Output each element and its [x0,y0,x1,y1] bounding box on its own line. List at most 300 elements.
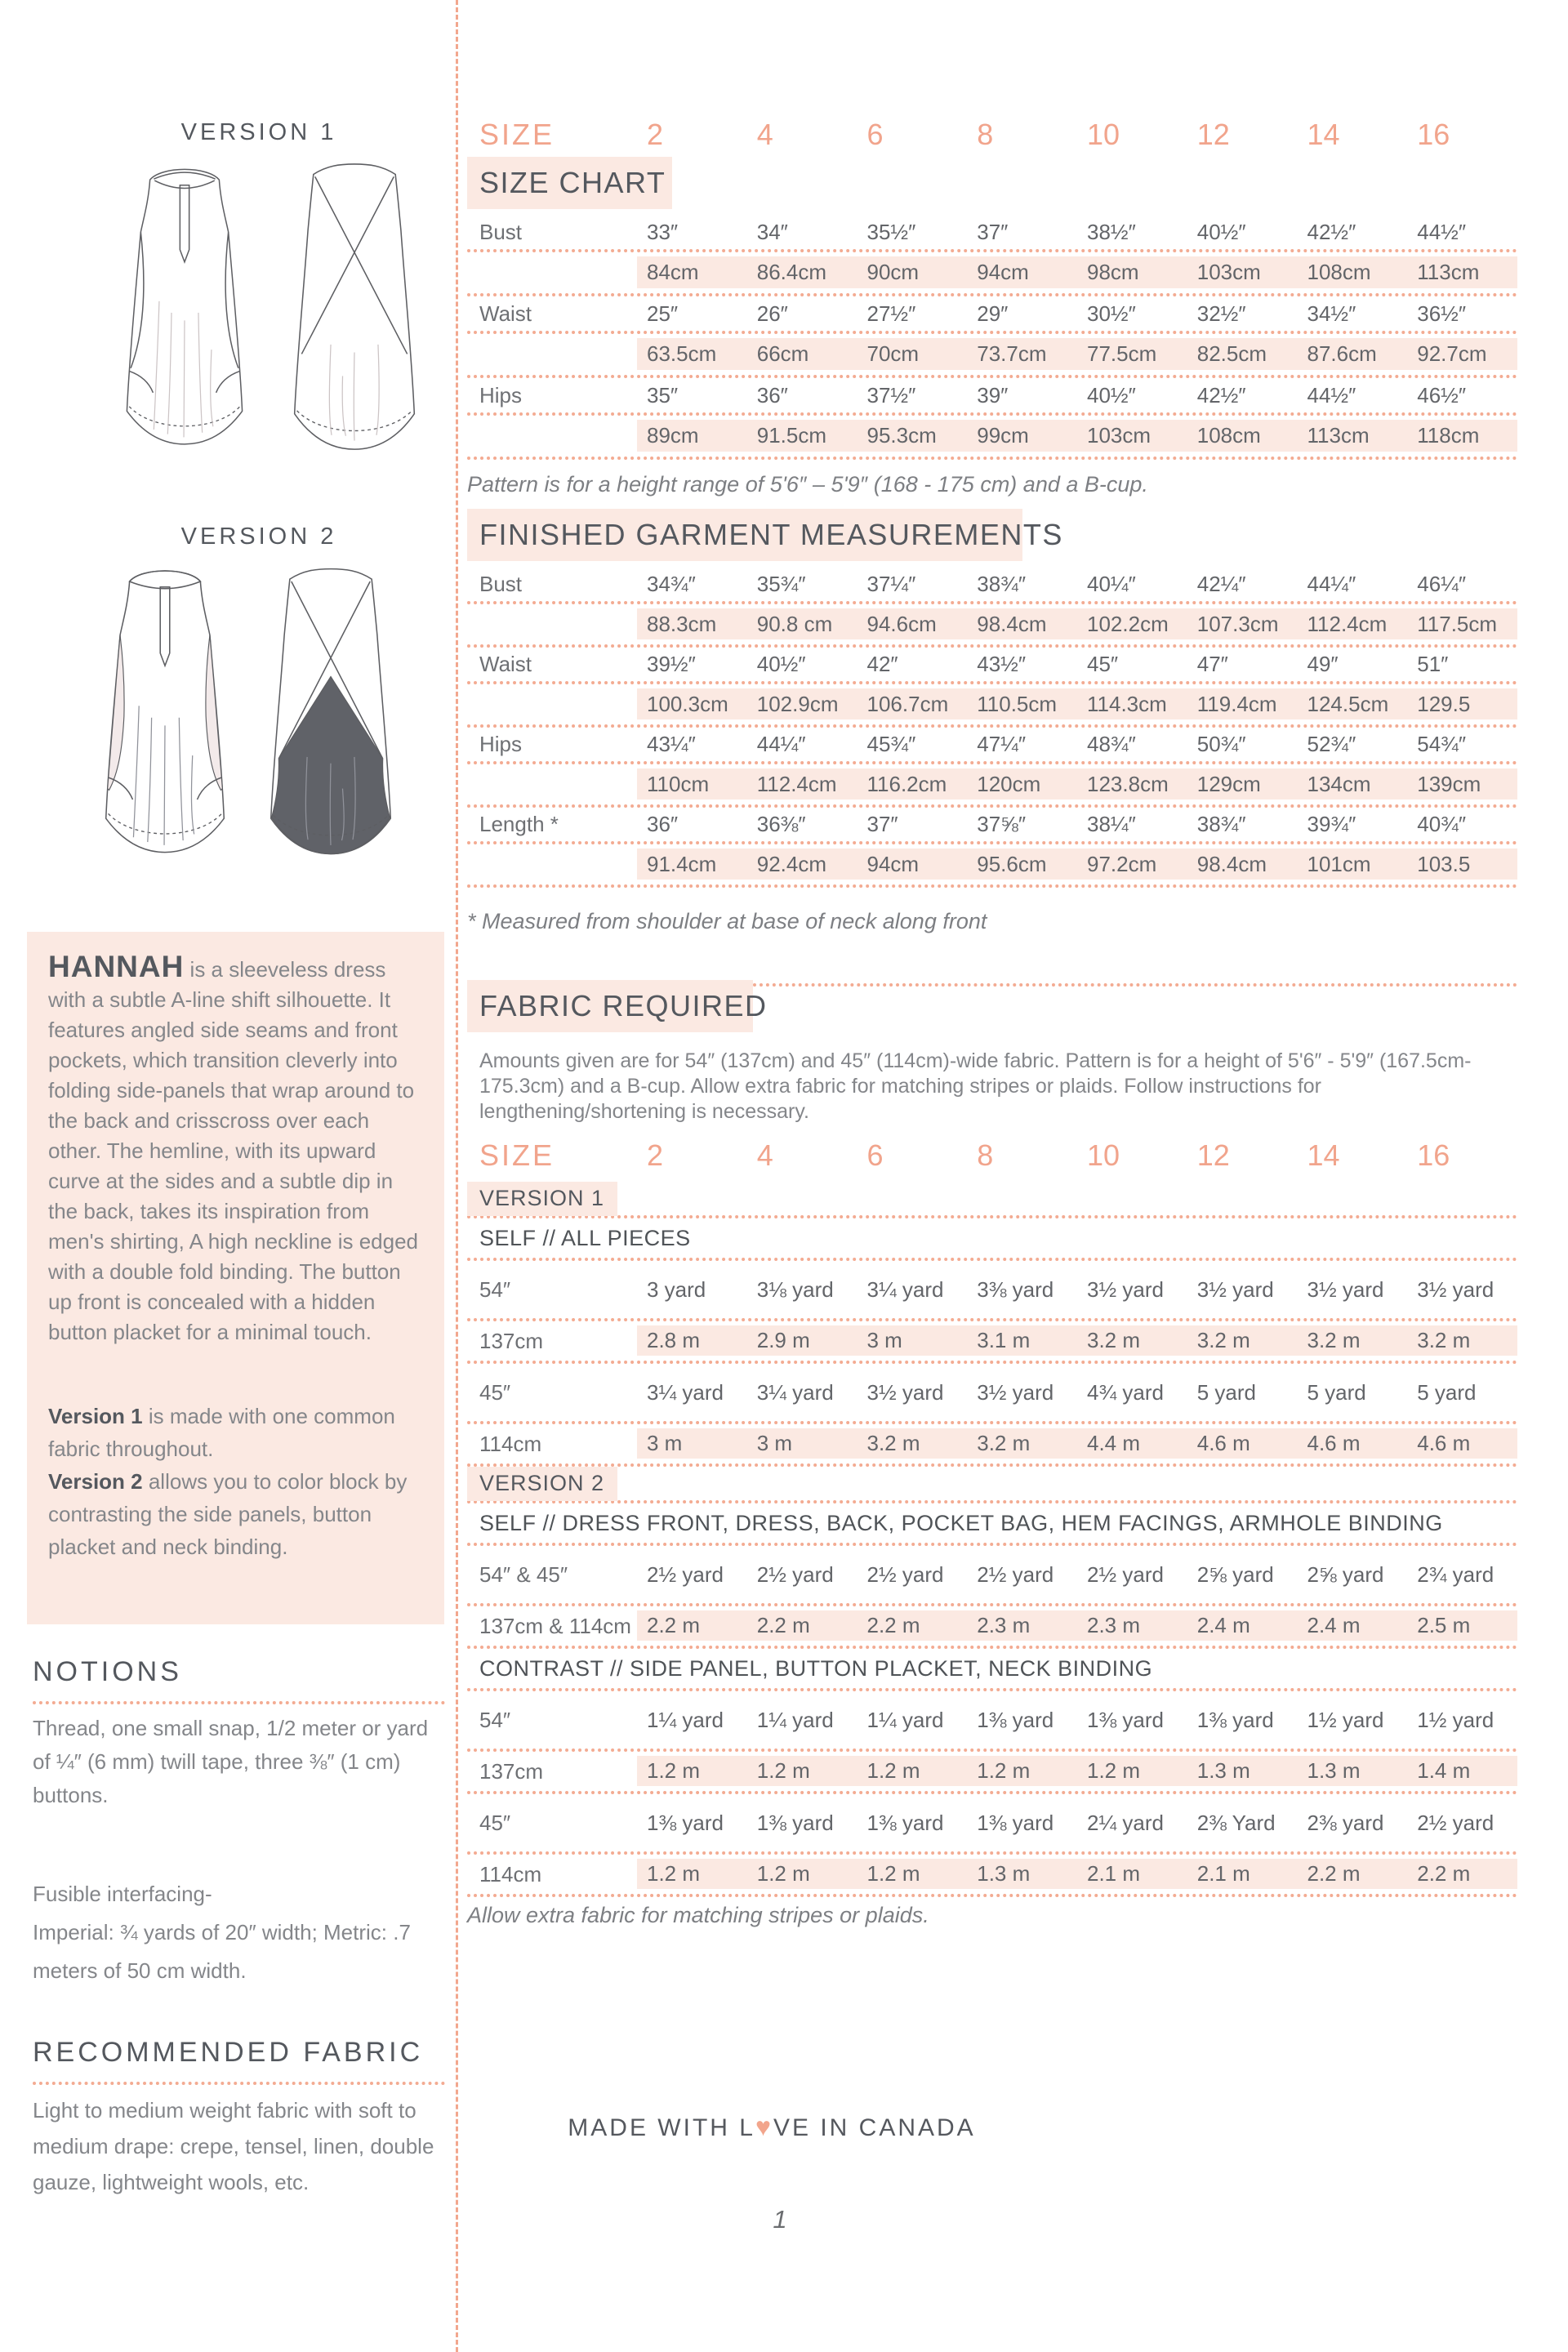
row-label: 137cm [479,1758,544,1784]
table-cell: 34″ [756,219,788,244]
table-row [467,1261,1517,1321]
row-label: 45″ [479,1810,511,1835]
table-cell: 3 m [647,1431,683,1455]
table-row [467,1424,1517,1467]
row-label: Bust [479,572,523,596]
table-cell: 4 [756,1138,773,1172]
table-cell: 129cm [1196,771,1261,796]
table-row [467,1752,1517,1794]
table-cell: 40½″ [1196,219,1246,244]
table-cell: 43¼″ [647,732,696,756]
table-cell: 139cm [1417,771,1481,796]
fabric-required-note: Allow extra fabric for matching stripes or plaids. [467,1903,929,1927]
table-cell: 42¼″ [1196,572,1246,596]
row-values [637,1794,1517,1851]
table-cell: 2.4 m [1307,1613,1361,1637]
row-values [637,688,1517,719]
version2-contrast-table [467,1691,1517,1897]
table-cell: 2.4 m [1196,1613,1250,1637]
table-cell: 1½ yard [1417,1707,1494,1732]
table-cell: 2.5 m [1417,1613,1471,1637]
row-label: Hips [479,382,523,408]
table-cell: 94.6cm [866,611,937,636]
table-cell: 10 [1087,1138,1120,1172]
table-cell: 14 [1307,1138,1340,1172]
row-values [637,849,1517,880]
table-cell: 123.8cm [1087,771,1169,796]
table-cell: 44½″ [1307,382,1356,408]
finished-garment-heading: FINISHED GARMENT MEASUREMENTS [467,509,1022,561]
table-cell: 2½ yard [977,1561,1054,1587]
fabric-required-intro: Amounts given are for 54″ (137cm) and 45″ (114cm)-wide fabric. Pattern is for a height of 5'6″ - 5'9″ (167.5cm-175.3cm) and a B-cup. Allow extra fabric for matching stripes or plaids. Follow instructions for lengthening/shortening is necessary. [479,1049,1472,1123]
table-cell: 14 [1307,118,1340,151]
table-cell: 43½″ [977,652,1027,676]
version2-self-heading: SELF // DRESS FRONT, DRESS, BACK, POCKET BAG, HEM FACINGS, ARMHOLE BINDING [467,1503,1517,1546]
row-values [637,1859,1517,1889]
finished-garment-table [467,568,1517,888]
row-label [467,416,637,457]
table-cell: 103cm [1196,260,1261,284]
table-cell: 88.3cm [647,611,717,636]
table-cell: 2½ yard [1087,1561,1164,1587]
table-cell: 2.3 m [1087,1613,1141,1637]
table-cell: 94cm [977,260,1029,284]
row-label: 137cm & 114cm [479,1613,631,1638]
table-cell: 107.3cm [1196,611,1279,636]
table-cell: 113cm [1417,260,1480,284]
table-cell: 1.2 m [647,1758,701,1783]
table-cell: 6 [866,1138,884,1172]
table-cell: 44¼″ [1307,572,1356,596]
table-cell: 1⅜ yard [756,1810,834,1835]
row-label: 114cm [479,1431,542,1456]
table-cell: 40¼″ [1087,572,1136,596]
table-row [467,1364,1517,1424]
row-label [467,252,637,293]
table-cell: 2.1 m [1196,1861,1250,1886]
row-values [637,296,1517,331]
table-cell: 3½ yard [1196,1276,1274,1302]
table-cell: 54¾″ [1417,732,1467,756]
row-label [467,844,637,884]
table-cell: 5 yard [1196,1379,1257,1405]
table-cell: 1⅜ yard [977,1707,1054,1732]
table-row [467,728,1517,764]
table-cell: 117.5cm [1417,611,1498,636]
table-cell: 25″ [647,301,679,326]
row-values [637,1546,1517,1603]
table-cell: 4¾ yard [1087,1379,1164,1405]
version1-illustration-label: VERSION 1 [180,119,337,145]
row-values [637,338,1517,370]
table-cell: 87.6cm [1307,341,1377,366]
version1-table-label: VERSION 1 [467,1182,617,1216]
fabric-required-dotted-rule [753,983,1517,987]
table-cell: 39″ [977,382,1009,408]
row-values [637,420,1517,452]
table-cell: 1.4 m [1417,1758,1471,1783]
row-label [467,334,637,375]
fabric-size-header-values [637,1138,1517,1173]
row-label: 137cm [479,1328,544,1353]
table-cell: 4.6 m [1307,1431,1361,1455]
row-label: Length * [479,812,559,836]
table-cell: 3.2 m [1417,1328,1471,1352]
table-cell: 4.4 m [1087,1431,1141,1455]
table-cell: 42½″ [1196,382,1246,408]
table-cell: 3 m [866,1328,902,1352]
table-cell: 3.2 m [1307,1328,1361,1352]
table-cell: 110cm [647,771,710,796]
fabric-required-tables [467,1182,1517,1897]
row-label: Waist [479,301,532,326]
row-values [637,1756,1517,1786]
table-cell: 108cm [1196,423,1261,448]
table-cell: 1¼ yard [756,1707,834,1732]
table-cell: 8 [977,1138,994,1172]
table-cell: 102.9cm [756,691,839,716]
table-cell: 40½″ [1087,382,1136,408]
row-values [637,1364,1517,1421]
version1-table-row [467,1182,1517,1218]
table-cell: 52¾″ [1307,732,1356,756]
table-cell: 47″ [1196,652,1228,676]
table-cell: 2.2 m [1307,1861,1361,1886]
table-cell: 40¾″ [1417,812,1467,836]
table-cell: 44½″ [1417,219,1467,244]
row-values [637,215,1517,249]
table-cell: 46½″ [1417,382,1467,408]
version2-front-dress-illustration [95,560,235,887]
table-cell: 90cm [866,260,920,284]
table-cell: 3⅜ yard [977,1276,1054,1302]
table-cell: 77.5cm [1087,341,1157,366]
table-cell: 2½ yard [866,1561,944,1587]
version1-description: Version 1 is made with one common fabric throughout. [48,1404,395,1461]
table-cell: 2 [647,1138,664,1172]
table-cell: 12 [1196,1138,1230,1172]
table-row [467,1321,1517,1364]
table-cell: 35½″ [866,219,916,244]
table-row [467,252,1517,296]
table-cell: 2¼ yard [1087,1810,1164,1835]
row-label: 54″ [479,1707,511,1732]
table-cell: 1.2 m [866,1861,920,1886]
row-values [637,568,1517,601]
fabric-size-header-label: SIZE [479,1138,555,1172]
table-cell: 45¾″ [866,732,916,756]
table-row [467,378,1517,416]
table-cell: 37½″ [866,382,916,408]
row-label: Hips [479,732,523,756]
table-cell: 1.2 m [756,1758,810,1783]
version2-back-dress-illustration [258,560,403,887]
size-header-row [467,118,1517,152]
finished-garment-note: * Measured from shoulder at base of neck along front [467,909,987,933]
table-cell: 37″ [977,219,1009,244]
size-chart-heading: SIZE CHART [467,157,672,209]
table-cell: 89cm [647,423,699,448]
table-cell: 110.5cm [977,691,1058,716]
table-row [467,684,1517,728]
table-cell: 4.6 m [1196,1431,1250,1455]
table-cell: 1⅜ yard [977,1810,1054,1835]
table-row [467,1606,1517,1649]
table-cell: 1⅜ yard [1087,1707,1164,1732]
pattern-description-box [27,932,444,1624]
column-divider-dashed-line [456,0,458,2352]
table-cell: 1.3 m [1307,1758,1361,1783]
table-cell: 106.7cm [866,691,949,716]
table-cell: 112.4cm [756,771,837,796]
table-cell: 97.2cm [1087,851,1157,876]
table-cell: 98.4cm [1196,851,1267,876]
table-cell: 2.9 m [756,1328,810,1352]
table-cell: 37¼″ [866,572,916,596]
row-values [637,608,1517,639]
table-cell: 2.2 m [756,1613,810,1637]
table-cell: 46¼″ [1417,572,1467,596]
table-cell: 2½ yard [756,1561,834,1587]
table-cell: 50¾″ [1196,732,1246,756]
table-cell: 2.2 m [647,1613,701,1637]
version2-illustration-label: VERSION 2 [180,523,337,550]
table-cell: 26″ [756,301,788,326]
table-cell: 34¾″ [647,572,696,596]
table-cell: 2.2 m [1417,1861,1471,1886]
table-cell: 92.7cm [1417,341,1487,366]
size-header-values [637,118,1517,152]
table-cell: 91.5cm [756,423,827,448]
table-cell: 45″ [1087,652,1119,676]
row-label: 114cm [479,1861,542,1886]
table-cell: 70cm [866,341,920,366]
pattern-description: HANNAH is a sleeveless dress with a subtle A-line shift silhouette. It features angled side seams and front pockets, which transition cleverly into folding side-panels that wrap around to the back and crisscross over each other. The hemline, with its upward curve at the sides and a subtle dip in the back, takes its inspiration from men's shirting, A high neckline is edged with a double fold binding. The button up front is concealed with a hidden button placket for a minimal touch. [48,950,419,1344]
table-cell: 120cm [977,771,1041,796]
interfacing-text: Fusible interfacing- Imperial: ¾ yards of 20″ width; Metric: .7 meters of 50 cm width. [33,1882,411,1983]
version1-front-dress-illustration [119,149,250,488]
table-cell: 114.3cm [1087,691,1167,716]
table-cell: 2.2 m [866,1613,920,1637]
table-cell: 3 yard [647,1276,706,1302]
row-label [467,764,637,804]
table-cell: 2½ yard [1417,1810,1494,1835]
version2-self-table [467,1546,1517,1649]
row-values [637,1691,1517,1748]
table-cell: 95.3cm [866,423,937,448]
table-row [467,568,1517,604]
table-cell: 44¼″ [756,732,806,756]
row-label: Waist [479,652,532,676]
table-cell: 95.6cm [977,851,1047,876]
table-cell: 94cm [866,851,920,876]
table-cell: 6 [866,118,884,151]
table-cell: 38½″ [1087,219,1136,244]
table-cell: 49″ [1307,652,1339,676]
table-cell: 98cm [1087,260,1139,284]
row-label: 45″ [479,1379,511,1405]
table-cell: 32½″ [1196,301,1246,326]
table-cell: 1⅜ yard [1196,1707,1274,1732]
row-values [637,1428,1517,1459]
table-cell: 3½ yard [866,1379,944,1405]
table-cell: 29″ [977,301,1009,326]
table-cell: 98.4cm [977,611,1047,636]
table-row [467,764,1517,808]
table-cell: 113cm [1307,423,1370,448]
table-cell: 35″ [647,382,679,408]
table-cell: 48¾″ [1087,732,1136,756]
notions-heading: NOTIONS [33,1656,445,1704]
table-cell: 1½ yard [1307,1707,1384,1732]
table-cell: 3¼ yard [866,1276,944,1302]
table-cell: 36⅜″ [756,812,806,836]
table-cell: 5 yard [1307,1379,1366,1405]
table-cell: 4.6 m [1417,1431,1471,1455]
table-cell: 3½ yard [1087,1276,1164,1302]
table-cell: 27½″ [866,301,916,326]
row-values [637,648,1517,681]
row-label: 54″ [479,1276,511,1302]
size-header-label: SIZE [479,118,555,151]
table-row [467,416,1517,460]
table-cell: 36½″ [1417,301,1467,326]
pattern-name: HANNAH [48,950,185,983]
table-cell: 39½″ [647,652,696,676]
table-cell: 134cm [1307,771,1371,796]
table-cell: 63.5cm [647,341,717,366]
table-row [467,1855,1517,1897]
table-cell: 3½ yard [1307,1276,1384,1302]
table-cell: 1¼ yard [647,1707,724,1732]
table-cell: 1.3 m [977,1861,1031,1886]
table-cell: 40½″ [756,652,806,676]
version1-back-dress-illustration [287,149,421,488]
row-values [637,808,1517,841]
row-values [637,768,1517,800]
table-cell: 91.4cm [647,851,717,876]
table-cell: 73.7cm [977,341,1047,366]
table-cell: 3¼ yard [756,1379,834,1405]
table-cell: 47¼″ [977,732,1027,756]
table-cell: 118cm [1417,423,1480,448]
table-cell: 36″ [756,382,788,408]
table-cell: 12 [1196,118,1230,151]
table-cell: 99cm [977,423,1029,448]
table-cell: 2⅜ yard [1307,1810,1384,1835]
table-cell: 2⅝ yard [1307,1561,1384,1587]
table-cell: 1⅜ yard [647,1810,724,1835]
table-cell: 42″ [866,652,898,676]
heart-icon: ♥ [755,2112,773,2141]
table-cell: 112.4cm [1307,611,1388,636]
table-cell: 2⅝ yard [1196,1561,1274,1587]
table-cell: 102.2cm [1087,611,1169,636]
table-cell: 3.2 m [866,1431,920,1455]
table-cell: 86.4cm [756,260,827,284]
table-cell: 2 [647,118,664,151]
row-values [637,728,1517,761]
table-cell: 116.2cm [866,771,947,796]
table-cell: 38¾″ [977,572,1027,596]
table-cell: 1⅜ yard [866,1810,944,1835]
table-cell: 39¾″ [1307,812,1356,836]
table-cell: 92.4cm [756,851,827,876]
table-cell: 2½ yard [647,1561,724,1587]
size-chart-note: Pattern is for a height range of 5'6″ – 5'9″ (168 - 175 cm) and a B-cup. [467,472,1148,497]
table-cell: 84cm [647,260,699,284]
table-cell: 34½″ [1307,301,1356,326]
table-cell: 51″ [1417,652,1449,676]
table-cell: 2.1 m [1087,1861,1141,1886]
table-row [467,844,1517,888]
table-cell: 42½″ [1307,219,1356,244]
table-cell: 1.2 m [977,1758,1031,1783]
table-cell: 82.5cm [1196,341,1267,366]
version1-self-heading: SELF // ALL PIECES [467,1218,1517,1261]
table-row [467,1794,1517,1855]
table-row [467,1546,1517,1606]
row-label [467,684,637,724]
table-cell: 37⅝″ [977,812,1027,836]
table-row [467,215,1517,252]
table-cell: 37″ [866,812,898,836]
table-row [467,604,1517,648]
table-cell: 129.5 [1417,691,1471,716]
table-cell: 16 [1417,1138,1450,1172]
table-cell: 36″ [647,812,679,836]
table-cell: 108cm [1307,260,1371,284]
page-number: 1 [773,2205,787,2234]
row-values [637,1261,1517,1318]
table-cell: 1.3 m [1196,1758,1250,1783]
row-values [637,1610,1517,1641]
table-row [467,334,1517,378]
fabric-required-heading: FABRIC REQUIRED [467,980,753,1032]
table-row [467,808,1517,844]
table-cell: 3½ yard [1417,1276,1494,1302]
table-cell: 4 [756,118,773,151]
row-values [637,256,1517,288]
row-label: 54″ & 45″ [479,1561,568,1587]
table-cell: 5 yard [1417,1379,1477,1405]
row-values [637,1325,1517,1356]
row-label: Bust [479,219,523,244]
table-cell: 2.8 m [647,1328,701,1352]
table-cell: 124.5cm [1307,691,1389,716]
recommended-fabric-text: Light to medium weight fabric with soft to medium drape: crepe, tensel, linen, double gauze, lightweight wools, etc. [33,2098,434,2194]
table-cell: 1¼ yard [866,1707,944,1732]
table-cell: 10 [1087,118,1120,151]
version2-description: Version 2 allows you to color block by contrasting the side panels, button placket and neck binding. [48,1469,408,1559]
table-cell: 3.2 m [977,1431,1031,1455]
table-cell: 3.2 m [1196,1328,1250,1352]
table-row [467,1691,1517,1752]
table-cell: 66cm [756,341,809,366]
table-cell: 1.2 m [866,1758,920,1783]
size-chart-table [467,215,1517,460]
version2-table-row [467,1467,1517,1503]
table-cell: 8 [977,118,994,151]
table-cell: 3½ yard [977,1379,1054,1405]
table-cell: 35¾″ [756,572,806,596]
table-cell: 101cm [1307,851,1371,876]
recommended-fabric-heading: RECOMMENDED FABRIC [33,2037,445,2085]
table-cell: 1.2 m [1087,1758,1141,1783]
table-cell: 33″ [647,219,679,244]
table-cell: 38¾″ [1196,812,1246,836]
table-cell: 2⅜ Yard [1196,1810,1276,1835]
